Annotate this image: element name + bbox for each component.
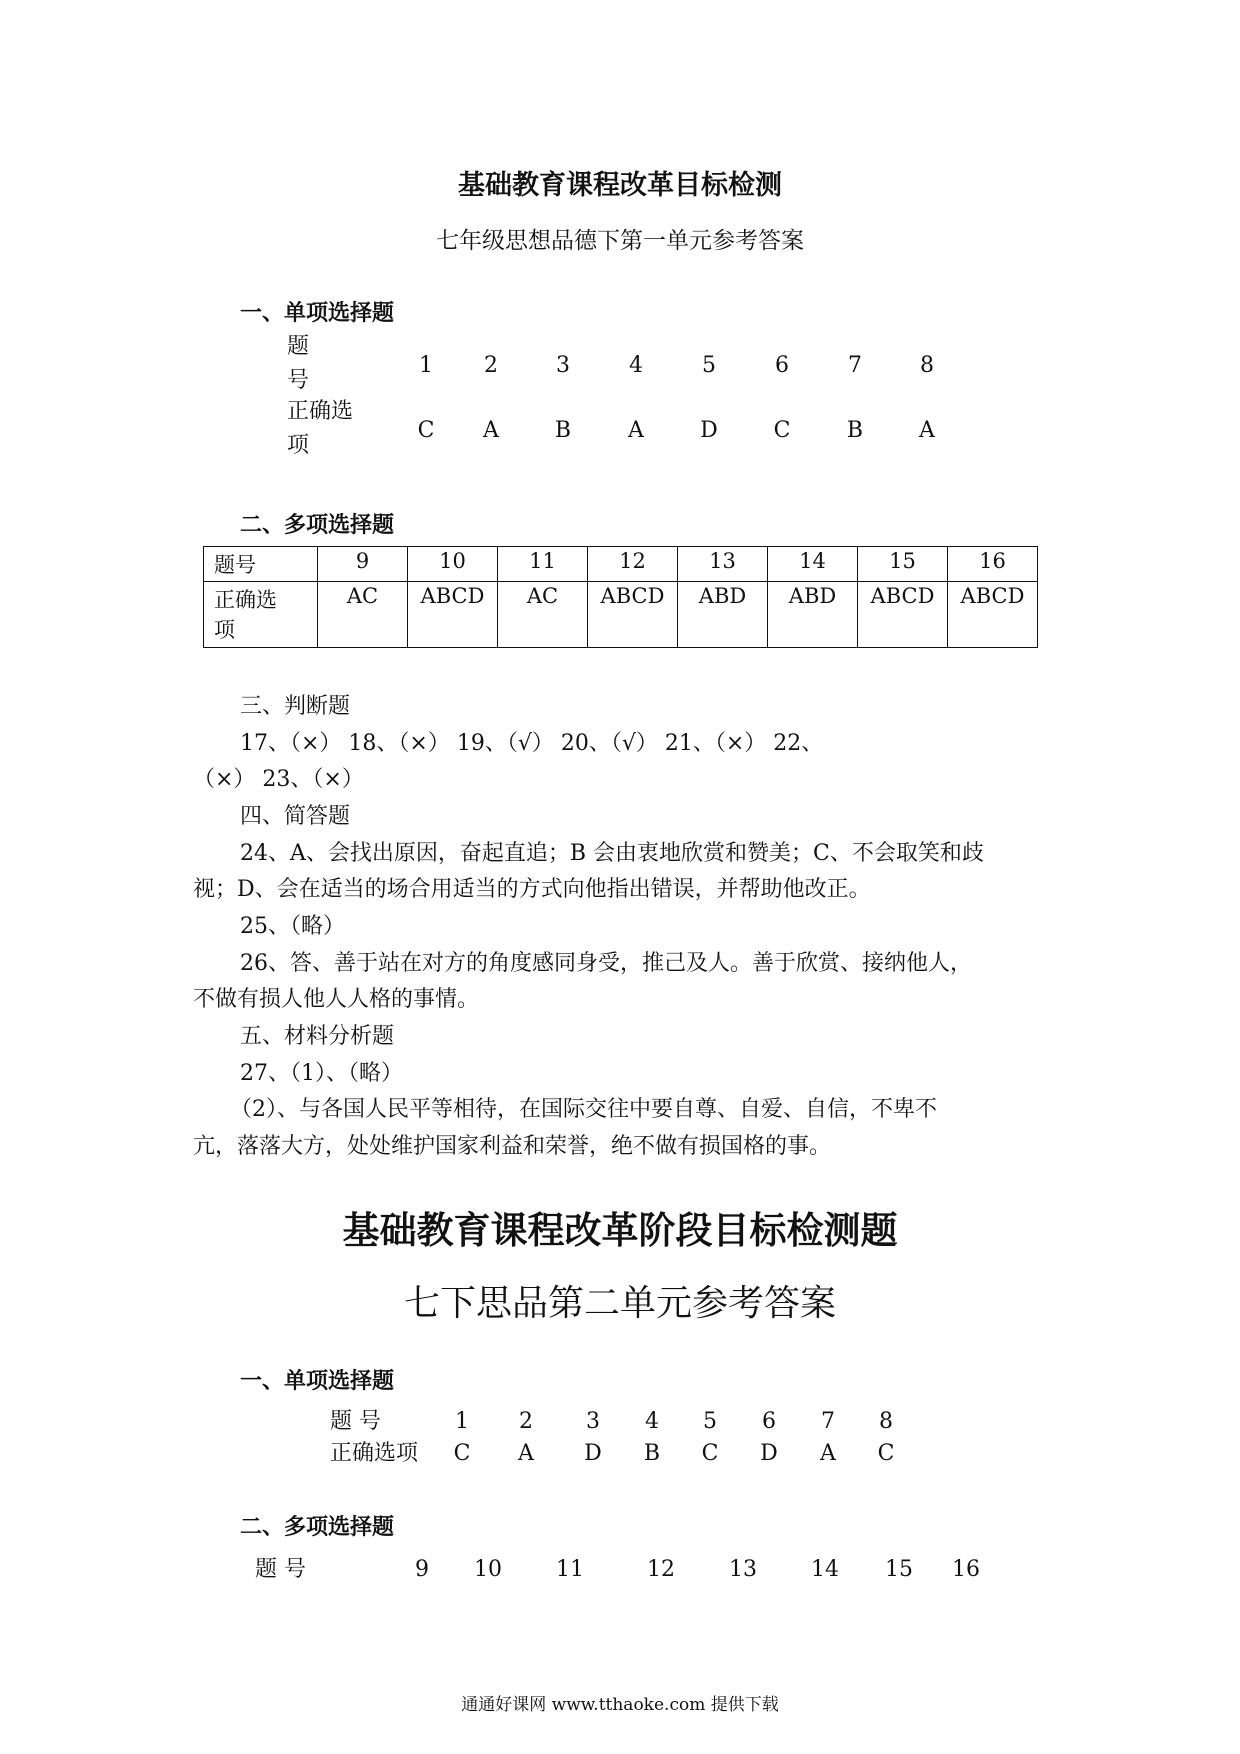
- u2-sec1-number: 8: [879, 1409, 893, 1434]
- u2-sec1-row2-label: 正确选项: [330, 1441, 419, 1466]
- table-cell: ABCD: [948, 582, 1038, 648]
- label-line: 正确选: [214, 588, 277, 612]
- label-line: 项: [287, 433, 310, 458]
- u1-sec1-number: 4: [629, 353, 643, 378]
- table-cell: AC: [498, 582, 588, 648]
- u1-sec1-answer: B: [846, 418, 864, 443]
- u1-q26-line2: 不做有损人他人人格的事情。: [193, 987, 480, 1012]
- u1-q27-line3: 亢，落落大方，处处维护国家利益和荣誉，绝不做有损国格的事。: [193, 1134, 832, 1159]
- u2-sec1-number: 1: [455, 1409, 469, 1434]
- table-cell: 11: [498, 547, 588, 582]
- table-cell: 16: [948, 547, 1038, 582]
- u1-sec1-answer: D: [700, 418, 718, 443]
- u1-sec2-table: [203, 546, 1038, 648]
- u2-sec2-row1-label: 题 号: [255, 1557, 306, 1582]
- table-cell: 10: [408, 547, 498, 582]
- table-row: [204, 547, 1038, 582]
- table-cell: 题号: [204, 547, 318, 582]
- table-cell: 12: [588, 547, 678, 582]
- u1-q27-line2: （2）、与各国人民平等相待，在国际交往中要自尊、自爱、自信，不卑不: [230, 1097, 937, 1122]
- u1-sec1-answer: B: [554, 418, 572, 443]
- table-row: [204, 582, 1038, 648]
- u1-sec1-number: 5: [702, 353, 716, 378]
- footer-source: 通通好课网 www.tthaoke.com 提供下载: [461, 1695, 779, 1715]
- u2-sec1-answer: A: [518, 1441, 534, 1466]
- table-cell: ABD: [678, 582, 768, 648]
- u2-sec2-number: 14: [811, 1557, 839, 1582]
- table-cell: ABCD: [408, 582, 498, 648]
- label-line: 项: [214, 618, 235, 642]
- u2-sec1-title: 一、单项选择题: [240, 1368, 395, 1394]
- u1-sec3-line1: 17、（×） 18、（×） 19、（√） 20、（√） 21、（×） 22、: [240, 731, 824, 756]
- u2-sec1-number: 4: [645, 1409, 659, 1434]
- unit1-subtitle: 七年级思想品德下第一单元参考答案: [436, 228, 804, 254]
- u1-sec5-title: 五、材料分析题: [240, 1024, 395, 1049]
- u1-sec1-row1-label: [287, 330, 309, 398]
- u2-sec2-title: 二、多项选择题: [240, 1514, 395, 1540]
- u1-sec1-number: 8: [920, 353, 934, 378]
- unit2-title: 基础教育课程改革阶段目标检测题: [342, 1208, 898, 1252]
- table-cell: ABCD: [858, 582, 948, 648]
- u2-sec1-number: 3: [586, 1409, 600, 1434]
- u2-sec2-number: 13: [729, 1557, 757, 1582]
- u2-sec1-number: 6: [762, 1409, 776, 1434]
- table-cell: [204, 582, 318, 648]
- u1-q26-line1: 26、答、善于站在对方的角度感同身受，推己及人。善于欣赏、接纳他人，: [240, 951, 972, 976]
- u1-sec1-row2-label: [287, 395, 353, 463]
- u1-sec1-answer: C: [417, 418, 435, 443]
- u1-sec1-number: 2: [484, 353, 498, 378]
- u1-sec1-number: 7: [848, 353, 862, 378]
- u1-q24-line2: 视；D、会在适当的场合用适当的方式向他指出错误，并帮助他改正。: [193, 877, 871, 902]
- u2-sec1-answer: D: [584, 1441, 602, 1466]
- u2-sec1-answer: C: [453, 1441, 471, 1466]
- u2-sec1-answer: C: [877, 1441, 895, 1466]
- u2-sec1-number: 2: [519, 1409, 533, 1434]
- table-cell: AC: [318, 582, 408, 648]
- u2-sec1-row1-label: 题 号: [330, 1409, 381, 1434]
- label-line: 号: [287, 368, 310, 393]
- u1-sec2-title: 二、多项选择题: [240, 512, 395, 538]
- u1-sec1-number: 3: [556, 353, 570, 378]
- u1-sec1-number: 6: [775, 353, 789, 378]
- u1-sec1-title: 一、单项选择题: [240, 300, 395, 326]
- table-cell: 9: [318, 547, 408, 582]
- u2-sec1-answer: A: [820, 1441, 836, 1466]
- u2-sec2-number: 16: [952, 1557, 980, 1582]
- u1-sec1-answer: A: [483, 418, 499, 443]
- table-cell: ABD: [768, 582, 858, 648]
- u2-sec1-number: 7: [821, 1409, 835, 1434]
- u1-sec3-title: 三、判断题: [240, 694, 351, 719]
- u2-sec2-number: 12: [647, 1557, 675, 1582]
- u1-sec4-title: 四、简答题: [240, 804, 351, 829]
- u2-sec1-answer: C: [701, 1441, 719, 1466]
- u1-sec1-answer: A: [628, 418, 644, 443]
- table-cell: ABCD: [588, 582, 678, 648]
- u2-sec2-number: 9: [415, 1557, 429, 1582]
- u1-sec3-line2: （×） 23、（×）: [193, 767, 364, 792]
- table-cell: 13: [678, 547, 768, 582]
- u1-sec1-number: 1: [419, 353, 433, 378]
- unit2-subtitle: 七下思品第二单元参考答案: [403, 1283, 836, 1324]
- u2-sec2-number: 10: [474, 1557, 502, 1582]
- u2-sec2-number: 11: [556, 1557, 584, 1582]
- u1-q25: 25、（略）: [240, 914, 345, 939]
- u2-sec1-answer: D: [760, 1441, 778, 1466]
- u2-sec1-number: 5: [703, 1409, 717, 1434]
- u2-sec1-answer: B: [643, 1441, 661, 1466]
- label-line: 正确选: [287, 399, 354, 424]
- u1-sec1-answer: A: [919, 418, 935, 443]
- u2-sec2-number: 15: [885, 1557, 913, 1582]
- label-line: 题: [287, 334, 310, 359]
- u1-sec1-answer: C: [773, 418, 791, 443]
- table-cell: 14: [768, 547, 858, 582]
- table-cell: 15: [858, 547, 948, 582]
- u1-q27-line1: 27、（1）、（略）: [240, 1061, 403, 1086]
- unit1-title: 基础教育课程改革目标检测: [458, 170, 782, 201]
- u1-q24-line1: 24、A、会找出原因，奋起直追；B 会由衷地欣赏和赞美；C、不会取笑和歧: [240, 841, 984, 866]
